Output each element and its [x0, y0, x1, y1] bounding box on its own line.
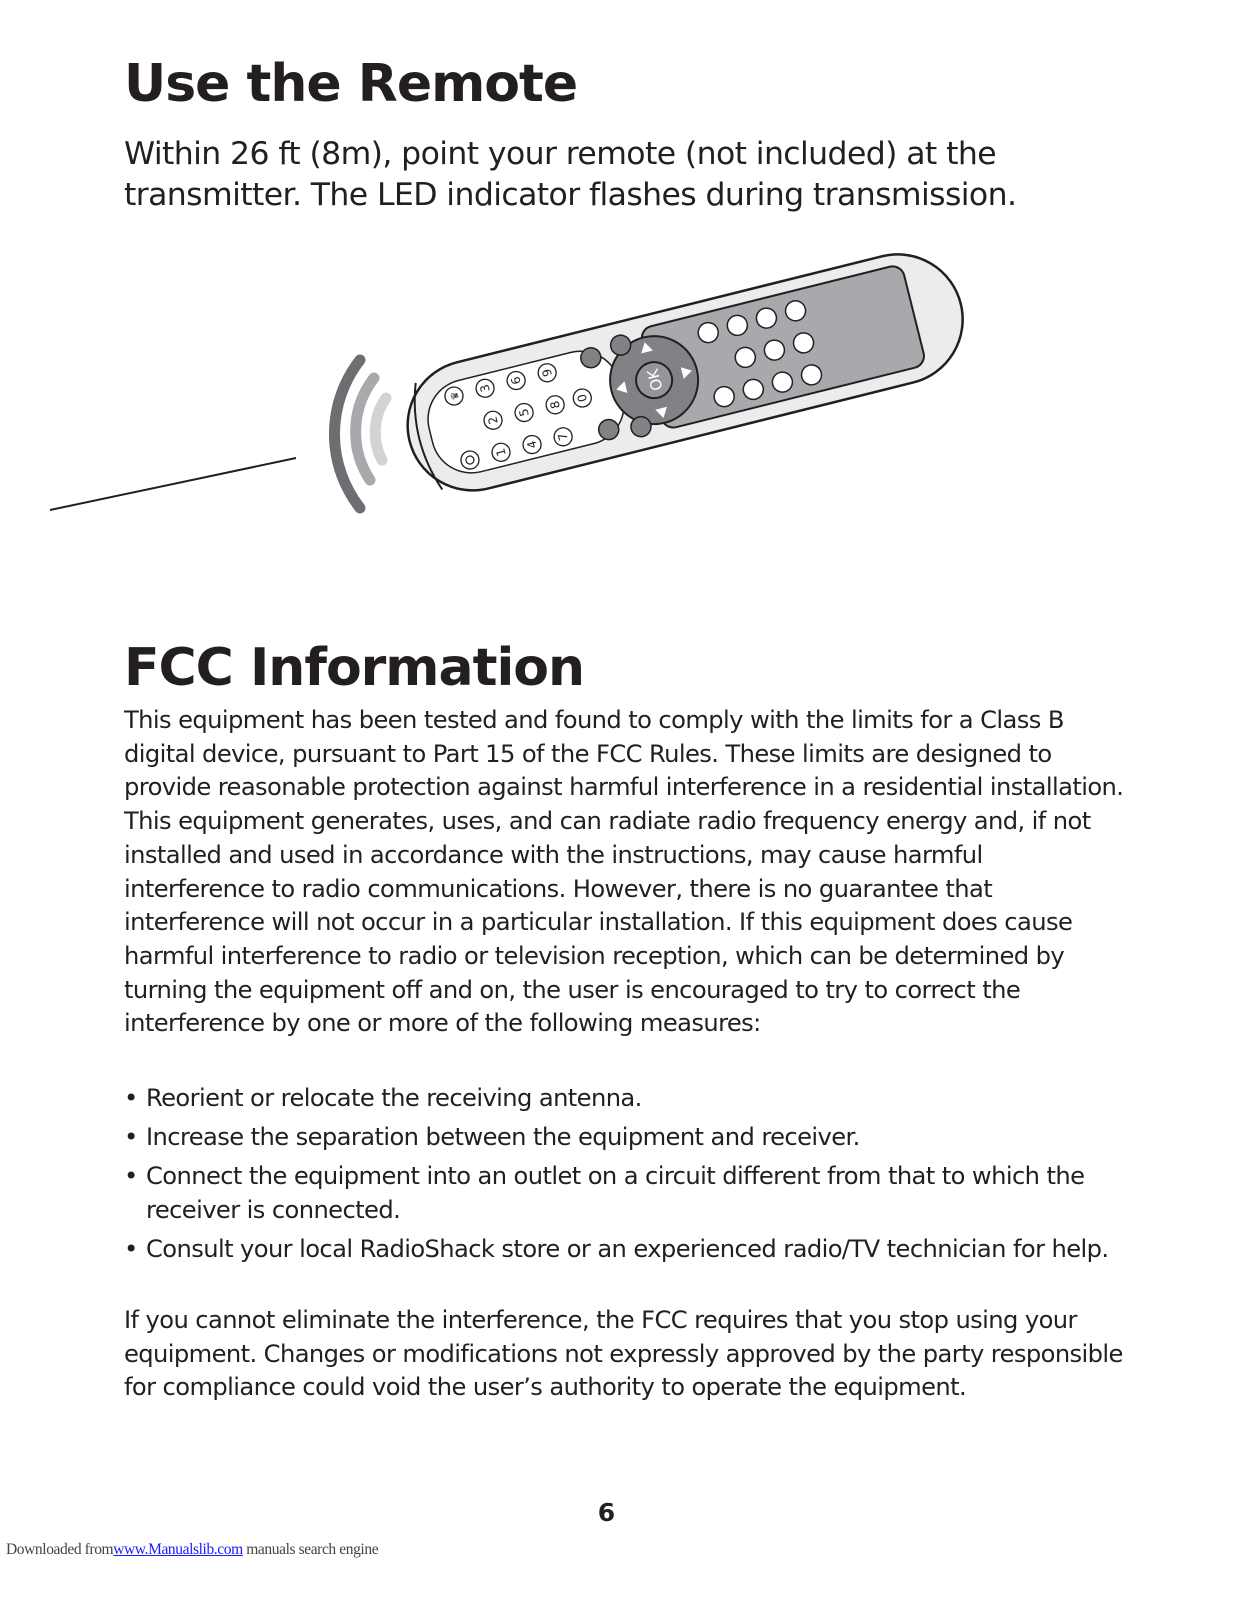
- bullet: •: [124, 1162, 138, 1190]
- footer-prefix: Downloaded from: [6, 1541, 114, 1558]
- fcc-measures-list: [124, 1081, 1124, 1271]
- download-footer: [6, 1541, 378, 1559]
- bullet: •: [124, 1084, 138, 1112]
- bullet: •: [124, 1123, 138, 1151]
- key-8-label: 8: [547, 399, 563, 411]
- key-2-label: 2: [485, 414, 501, 426]
- list-item: [124, 1081, 1124, 1115]
- remote-intro-text: Within 26 ft (8m), point your remote (not included) at the transmitter. The LED indicator flashes during transmission.: [124, 136, 1017, 213]
- key-9-label: 9: [539, 367, 555, 379]
- fcc-body-text: This equipment has been tested and found to comply with the limits for a Class B digital device, pursuant to Part 15 of the FCC Rules. These limits are designed to provide reasonable protection against harmful interference in a residential installation. This equipment generates, uses, and can radiate radio frequency energy and, if not installed and used in accordance with the instructions, may cause harmful interference to radio communications. However, there is no guarantee that interference will not occur in a particular installation. If this equipment does cause harmful interference to radio or television reception, which can be determined by turning the equipment off and on, the user is encouraged to try to correct the interference by one or more of the following measures:: [124, 706, 1124, 1038]
- page-number: 6: [597, 1498, 616, 1527]
- footer-suffix: manuals search engine: [246, 1541, 379, 1558]
- key-5-label: 5: [516, 407, 532, 418]
- measure-text: Increase the separation between the equipment and receiver.: [146, 1123, 860, 1151]
- measure-text: Consult your local RadioShack store or an experienced radio/TV technician for help.: [146, 1235, 1109, 1263]
- ok-label: OK: [643, 367, 667, 393]
- key-1-label: 1: [493, 446, 509, 458]
- key-0-label: 0: [574, 392, 591, 404]
- key-3-label: 3: [477, 382, 493, 394]
- bullet: •: [124, 1235, 138, 1263]
- key-4-label: 4: [524, 439, 540, 450]
- measure-text: Reorient or relocate the receiving antenna.: [146, 1084, 642, 1112]
- mute-icon: ♛: [449, 389, 462, 402]
- list-item: [124, 1232, 1124, 1266]
- fcc-closing-text: If you cannot eliminate the interference, the FCC requires that you stop using your equipment. Changes or modifications not expressly approved by the party responsible for compliance could void the user’s authority to operate the equipment.: [124, 1306, 1123, 1402]
- remote-control: [394, 241, 977, 505]
- key-6-label: 6: [508, 375, 524, 386]
- section-title-use-the-remote: Use the Remote: [124, 54, 578, 114]
- remote-illustration: [40, 228, 980, 528]
- measure-text: Connect the equipment into an outlet on a circuit different from that to which the receiver is connected.: [146, 1162, 1085, 1224]
- list-item: [124, 1120, 1124, 1154]
- key-7-label: 7: [555, 431, 571, 443]
- section-title-fcc-information: FCC Information: [124, 638, 585, 698]
- transmitter-line: [50, 458, 296, 510]
- signal-wave-inner: [375, 398, 386, 460]
- list-item: [124, 1159, 1124, 1227]
- manualslib-link[interactable]: www.Manualslib.com: [113, 1541, 243, 1558]
